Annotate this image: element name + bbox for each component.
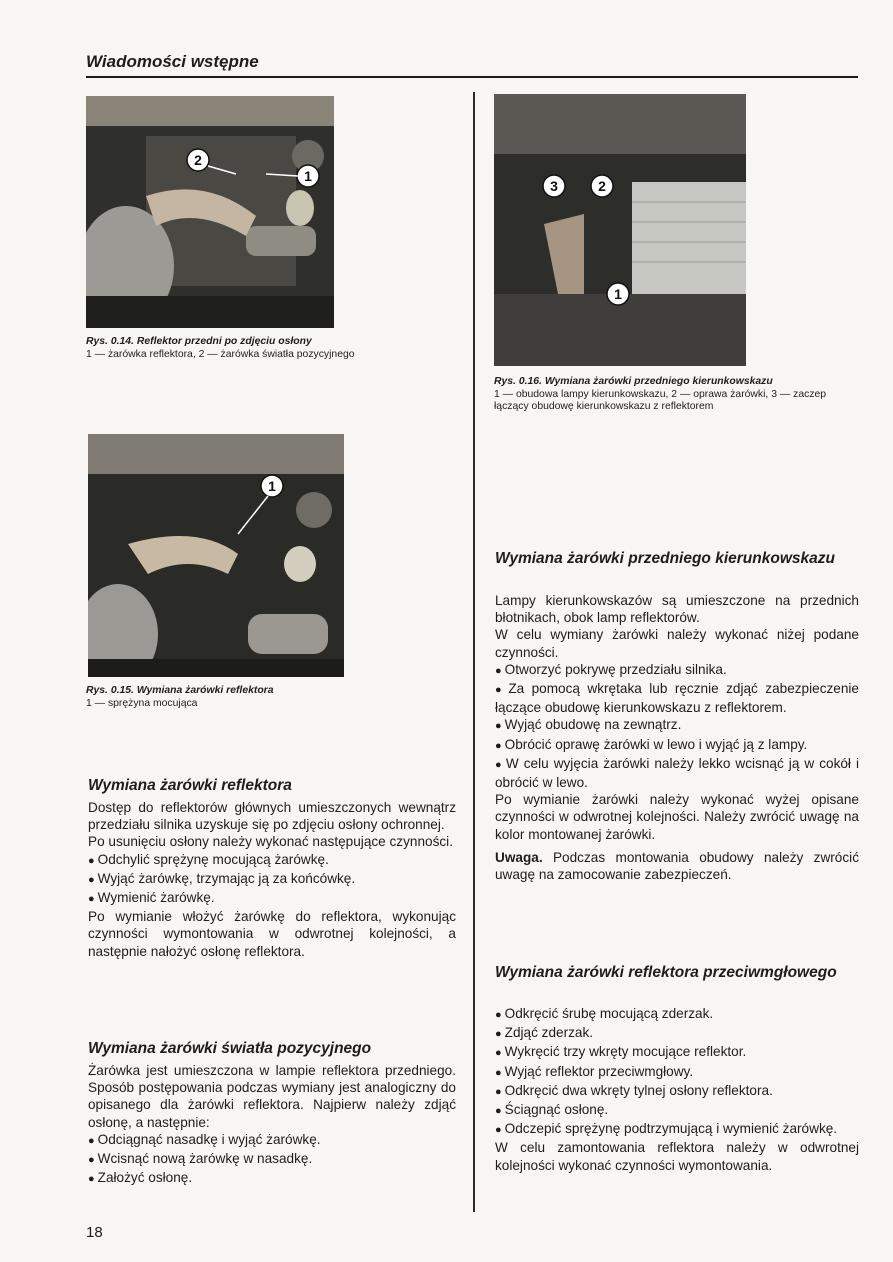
figure-0-16-legend: 1 — obudowa lampy kierunkowskazu, 2 — oprawa żarówki, 3 — zaczep łączący obudowę kierunkowskazu z reflektorem	[494, 388, 827, 412]
paragraph: Po wymianie żarówki należy wykonać wyżej opisane czynności w odwrotnej kolejności. Należy zwrócić uwagę na kolor montowanej żarówki.	[495, 792, 859, 842]
figure-0-14-caption	[86, 336, 466, 361]
section-fog-light-body	[495, 1005, 859, 1174]
note-text: Podczas montowania obudowy należy zwrócić uwagę na zamocowanie zabezpieczeń.	[495, 849, 859, 883]
bullet-item: ● Odciągnąć nasadkę i wyjąć żarówkę.	[88, 1131, 456, 1150]
figure-0-15-photo	[88, 434, 344, 677]
figure-0-14-title: Rys. 0.14. Reflektor przedni po zdjęciu osłony	[86, 336, 312, 347]
paragraph: Po wymianie włożyć żarówkę do reflektora, wykonując czynności wymontowania w odwrotnej kolejności, a następnie nałożyć osłonę reflektora.	[88, 909, 456, 959]
paragraph: Żarówka jest umieszczona w lampie reflektora przedniego. Sposób postępowania podczas wymiany jest analogiczny do opisanego dla żarówki reflektora. Najpierw należy zdjąć osłonę, a następnie:	[88, 1063, 456, 1130]
figure-0-15-legend: 1 — sprężyna mocująca	[86, 697, 198, 709]
bullet-item: ● W celu wyjęcia żarówki należy lekko wcisnąć ją w cokół i obrócić w lewo.	[495, 755, 859, 791]
note-paragraph	[495, 849, 859, 883]
bullet-item: ● Wyjąć żarówkę, trzymając ją za końcówkę.	[88, 870, 456, 889]
bullet-item: ● Otworzyć pokrywę przedziału silnika.	[495, 661, 859, 680]
figure-0-15-caption	[86, 685, 466, 710]
heading-turn-signal-bulb: Wymiana żarówki przedniego kierunkowskazu	[495, 550, 835, 567]
figure-0-15-title: Rys. 0.15. Wymiana żarówki reflektora	[86, 685, 274, 696]
section-turn-signal-body	[495, 592, 859, 883]
bullet-item: ● Odkręcić dwa wkręty tylnej osłony reflektora.	[495, 1082, 859, 1101]
figure-0-14-legend: 1 — żarówka reflektora, 2 — żarówka światła pozycyjnego	[86, 348, 355, 360]
header-title: Wiadomości wstępne	[86, 52, 259, 71]
bullet-item: ● Wyjąć obudowę na zewnątrz.	[495, 716, 859, 735]
bullet-item: ● Zdjąć zderzak.	[495, 1024, 859, 1043]
running-header	[86, 52, 858, 78]
figure-0-16-marker-2: 2	[598, 178, 606, 194]
heading-fog-light-bulb: Wymiana żarówki reflektora przeciwmgłowego	[495, 964, 837, 981]
bullet-item: ● Założyć osłonę.	[88, 1169, 456, 1188]
note-label: Uwaga.	[495, 849, 543, 865]
figure-0-16-caption	[494, 376, 860, 414]
figure-0-14-marker-1: 1	[304, 168, 312, 184]
bullet-item: ● Za pomocą wkrętaka lub ręcznie zdjąć zabezpieczenie łączące obudowę kierunkowskazu z reflektorem.	[495, 680, 859, 716]
figure-0-16-title: Rys. 0.16. Wymiana żarówki przedniego kierunkowskazu	[494, 376, 773, 387]
heading-position-light-bulb: Wymiana żarówki światła pozycyjnego	[88, 1040, 372, 1057]
bullet-item: ● Wymienić żarówkę.	[88, 889, 456, 908]
bullet-item: ● Odkręcić śrubę mocującą zderzak.	[495, 1005, 859, 1024]
paragraph: W celu wymiany żarówki należy wykonać niżej podane czynności.	[495, 627, 859, 660]
column-divider	[473, 92, 475, 1212]
heading-headlight-bulb: Wymiana żarówki reflektora	[88, 777, 292, 794]
bullet-item: ● Wyjąć reflektor przeciwmgłowy.	[495, 1063, 859, 1082]
paragraph: Dostęp do reflektorów głównych umieszczonych wewnątrz przedziału silnika uzyskuje się po zdjęciu osłony ochronnej.	[88, 800, 456, 833]
figure-0-15-marker-1: 1	[268, 478, 276, 494]
figure-0-16-photo	[494, 94, 746, 366]
bullet-item: ● Wcisnąć nową żarówkę w nasadkę.	[88, 1150, 456, 1169]
bullet-item: ● Odchylić sprężynę mocującą żarówkę.	[88, 851, 456, 870]
bullet-item: ● Ściągnąć osłonę.	[495, 1101, 859, 1120]
paragraph: Lampy kierunkowskazów są umieszczone na przednich błotnikach, obok lamp reflektorów.	[495, 593, 859, 626]
page-number: 18	[86, 1224, 103, 1241]
bullet-item: ● Odczepić sprężynę podtrzymującą i wymienić żarówkę.	[495, 1120, 859, 1139]
figure-0-14-marker-2: 2	[194, 152, 202, 168]
bullet-item: ● Wykręcić trzy wkręty mocujące reflektor.	[495, 1043, 859, 1062]
section-headlight-bulb-body	[88, 799, 456, 960]
bullet-item: ● Obrócić oprawę żarówki w lewo i wyjąć ją z lampy.	[495, 736, 859, 755]
paragraph: W celu zamontowania reflektora należy w odwrotnej kolejności wykonać czynności wymontowania.	[495, 1140, 859, 1173]
figure-0-16-marker-3: 3	[550, 178, 558, 194]
figure-0-16-marker-1: 1	[614, 286, 622, 302]
paragraph: Po usunięciu osłony należy wykonać następujące czynności.	[88, 834, 453, 850]
section-position-light-body	[88, 1062, 456, 1188]
figure-0-14-photo	[86, 96, 334, 328]
